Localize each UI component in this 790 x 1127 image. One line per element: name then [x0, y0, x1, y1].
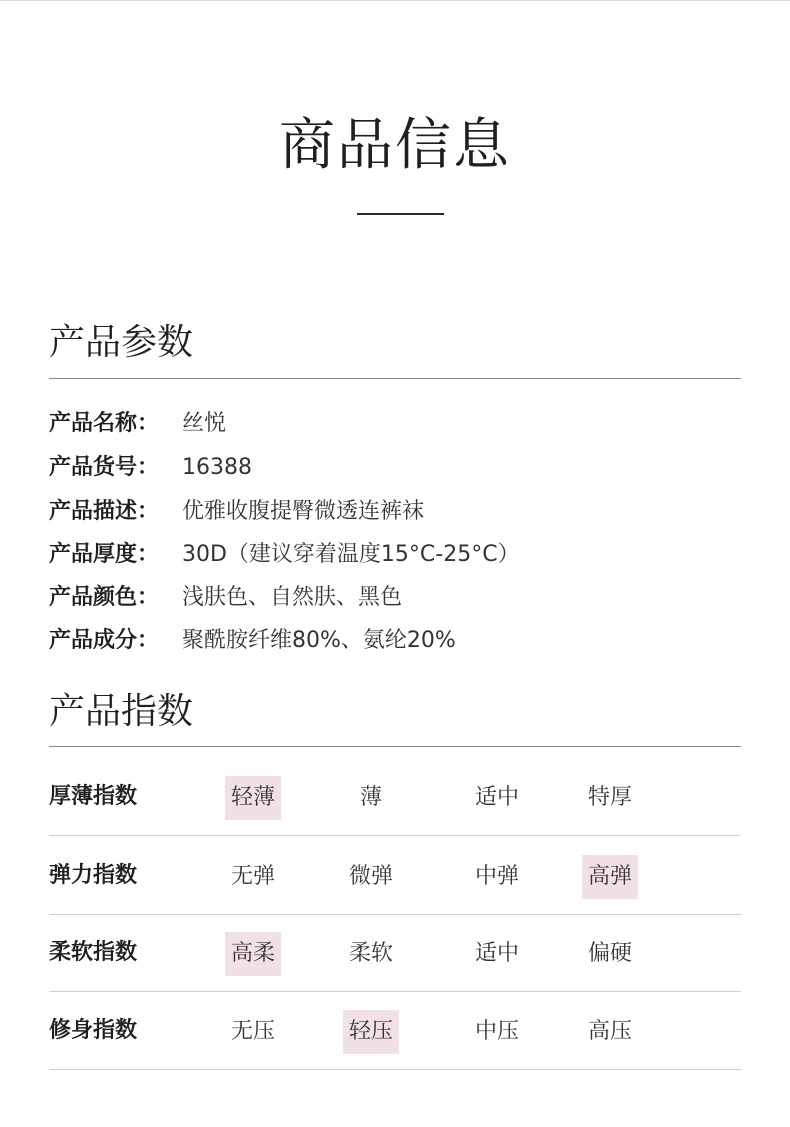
index-option: 偏硬 [587, 941, 632, 966]
index-option: 高压 [587, 1019, 632, 1044]
param-value: 聚酰胺纤维80%、氨纶20% [182, 628, 456, 653]
index-option: 无弹 [230, 864, 275, 889]
page-title: 商品信息 [279, 113, 511, 178]
index-label: 柔软指数 [49, 940, 138, 965]
param-value: 丝悦 [182, 411, 227, 436]
param-label: 产品描述： [49, 499, 160, 524]
index-row-thickness [49, 758, 741, 836]
param-value: 浅肤色、自然肤、黑色 [182, 585, 403, 610]
param-row-description [49, 494, 424, 530]
index-option: 高柔 [225, 932, 281, 976]
index-row-shaping [49, 992, 741, 1070]
params-heading: 产品参数 [49, 322, 194, 363]
param-label: 产品货号： [49, 455, 160, 480]
index-option: 无压 [230, 1019, 275, 1044]
param-row-thickness [49, 537, 520, 573]
param-value: 16388 [182, 455, 252, 480]
param-row-color [49, 580, 402, 616]
index-option: 轻压 [343, 1010, 399, 1054]
index-row-softness [49, 914, 741, 992]
param-label: 产品名称： [49, 411, 160, 436]
index-option: 柔软 [348, 941, 393, 966]
indices-divider [49, 746, 741, 747]
title-underline [357, 213, 444, 215]
index-label: 厚薄指数 [49, 784, 138, 809]
index-option: 适中 [474, 941, 519, 966]
top-border [0, 0, 790, 1]
row-divider [49, 1069, 741, 1070]
param-label: 产品厚度： [49, 542, 160, 567]
param-row-material [49, 623, 456, 659]
indices-heading: 产品指数 [49, 691, 194, 732]
index-row-elasticity [49, 837, 741, 915]
index-option: 中压 [474, 1019, 519, 1044]
param-label: 产品成分： [49, 628, 160, 653]
param-value: 30D（建议穿着温度15°C-25°C） [182, 542, 520, 567]
param-row-name [49, 406, 226, 442]
params-divider [49, 378, 741, 379]
index-label: 修身指数 [49, 1018, 138, 1043]
param-row-sku [49, 450, 252, 486]
index-option: 薄 [359, 785, 382, 810]
index-label: 弹力指数 [49, 863, 138, 888]
index-option: 轻薄 [225, 776, 281, 820]
index-option: 中弹 [474, 864, 519, 889]
param-label: 产品颜色： [49, 585, 160, 610]
row-divider [49, 835, 741, 836]
index-option: 适中 [474, 785, 519, 810]
param-value: 优雅收腹提臀微透连裤袜 [182, 499, 425, 524]
index-option: 高弹 [582, 855, 638, 899]
index-option: 微弹 [348, 864, 393, 889]
index-option: 特厚 [587, 785, 632, 810]
